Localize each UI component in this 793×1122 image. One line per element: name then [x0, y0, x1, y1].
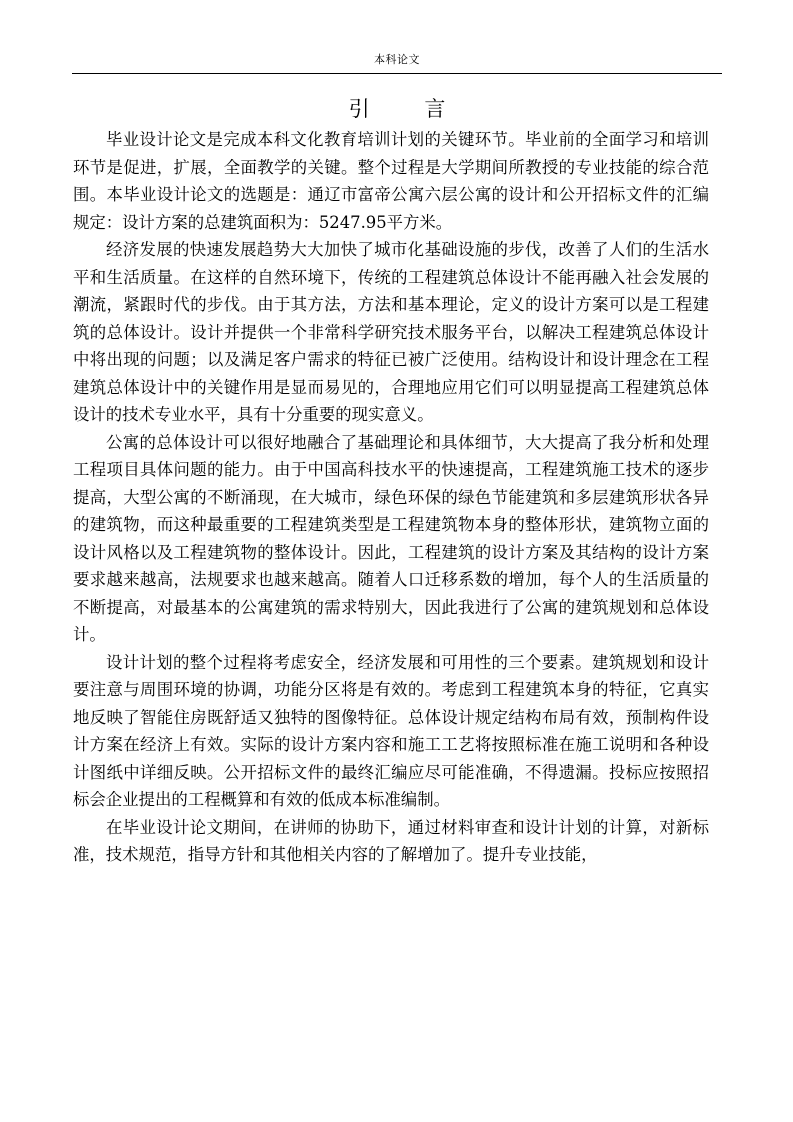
body-text [73, 126, 709, 869]
paragraph-1: 毕业设计论文是完成本科文化教育培训计划的关键环节。毕业前的全面学习和培训环节是促进，扩展，全面教学的关键。整个过程是大学期间所教授的专业技能的综合范围。本毕业设计论文的选题是：通辽市富帝公寓六层公寓的设计和公开招标文件的汇编规定：设计方案的总建筑面积为：5247.95平方米。 [73, 130, 709, 232]
header-divider [72, 73, 722, 74]
paragraph-4: 设计计划的整个过程将考虑安全，经济发展和可用性的三个要素。建筑规划和设计要注意与周围环境的协调，功能分区将是有效的。考虑到工程建筑本身的特征，它真实地反映了智能住房既舒适又独特的图像特征。总体设计规定结构布局有效，预制构件设计方案在经济上有效。实际的设计方案内容和施工工艺将按照标准在施工说明和各种设计图纸中详细反映。公开招标文件的最终汇编应尽可能准确，不得遗漏。投标应按照招标会企业提出的工程概算和有效的低成本标准编制。 [73, 652, 709, 809]
paragraph-2: 经济发展的快速发展趋势大大加快了城市化基础设施的步伐，改善了人们的生活水平和生活质量。在这样的自然环境下，传统的工程建筑总体设计不能再融入社会发展的潮流，紧跟时代的步伐。由于其方法，方法和基本理论，定义的设计方案可以是工程建筑的总体设计。设计并提供一个非常科学研究技术服务平台，以解决工程建筑总体设计中将出现的问题；以及满足客户需求的特征已被广泛使用。结构设计和设计理念在工程建筑总体设计中的关键作用是显而易见的，合理地应用它们可以明显提高工程建筑总体设计的技术专业水平，具有十分重要的现实意义。 [73, 240, 709, 424]
section-title: 引 言 [348, 97, 470, 121]
running-header: 本科论文 [374, 53, 420, 66]
paragraph-3: 公寓的总体设计可以很好地融合了基础理论和具体细节，大大提高了我分析和处理工程项目具体问题的能力。由于中国高科技水平的快速提高，工程建筑施工技术的逐步提高，大型公寓的不断涌现，在大城市，绿色环保的绿色节能建筑和多层建筑形状各异的建筑物，而这种最重要的工程建筑类型是工程建筑物本身的整体形状，建筑物立面的设计风格以及工程建筑物的整体设计。因此，工程建筑的设计方案及其结构的设计方案要求越来越高，法规要求也越来越高。随着人口迁移系数的增加，每个人的生活质量的不断提高，对最基本的公寓建筑的需求特别大，因此我进行了公寓的建筑规划和总体设计。 [73, 432, 709, 644]
paragraph-5: 在毕业设计论文期间，在讲师的协助下，通过材料审查和设计计划的计算，对新标准，技术规范，指导方针和其他相关内容的了解增加了。提升专业技能， [73, 817, 709, 864]
